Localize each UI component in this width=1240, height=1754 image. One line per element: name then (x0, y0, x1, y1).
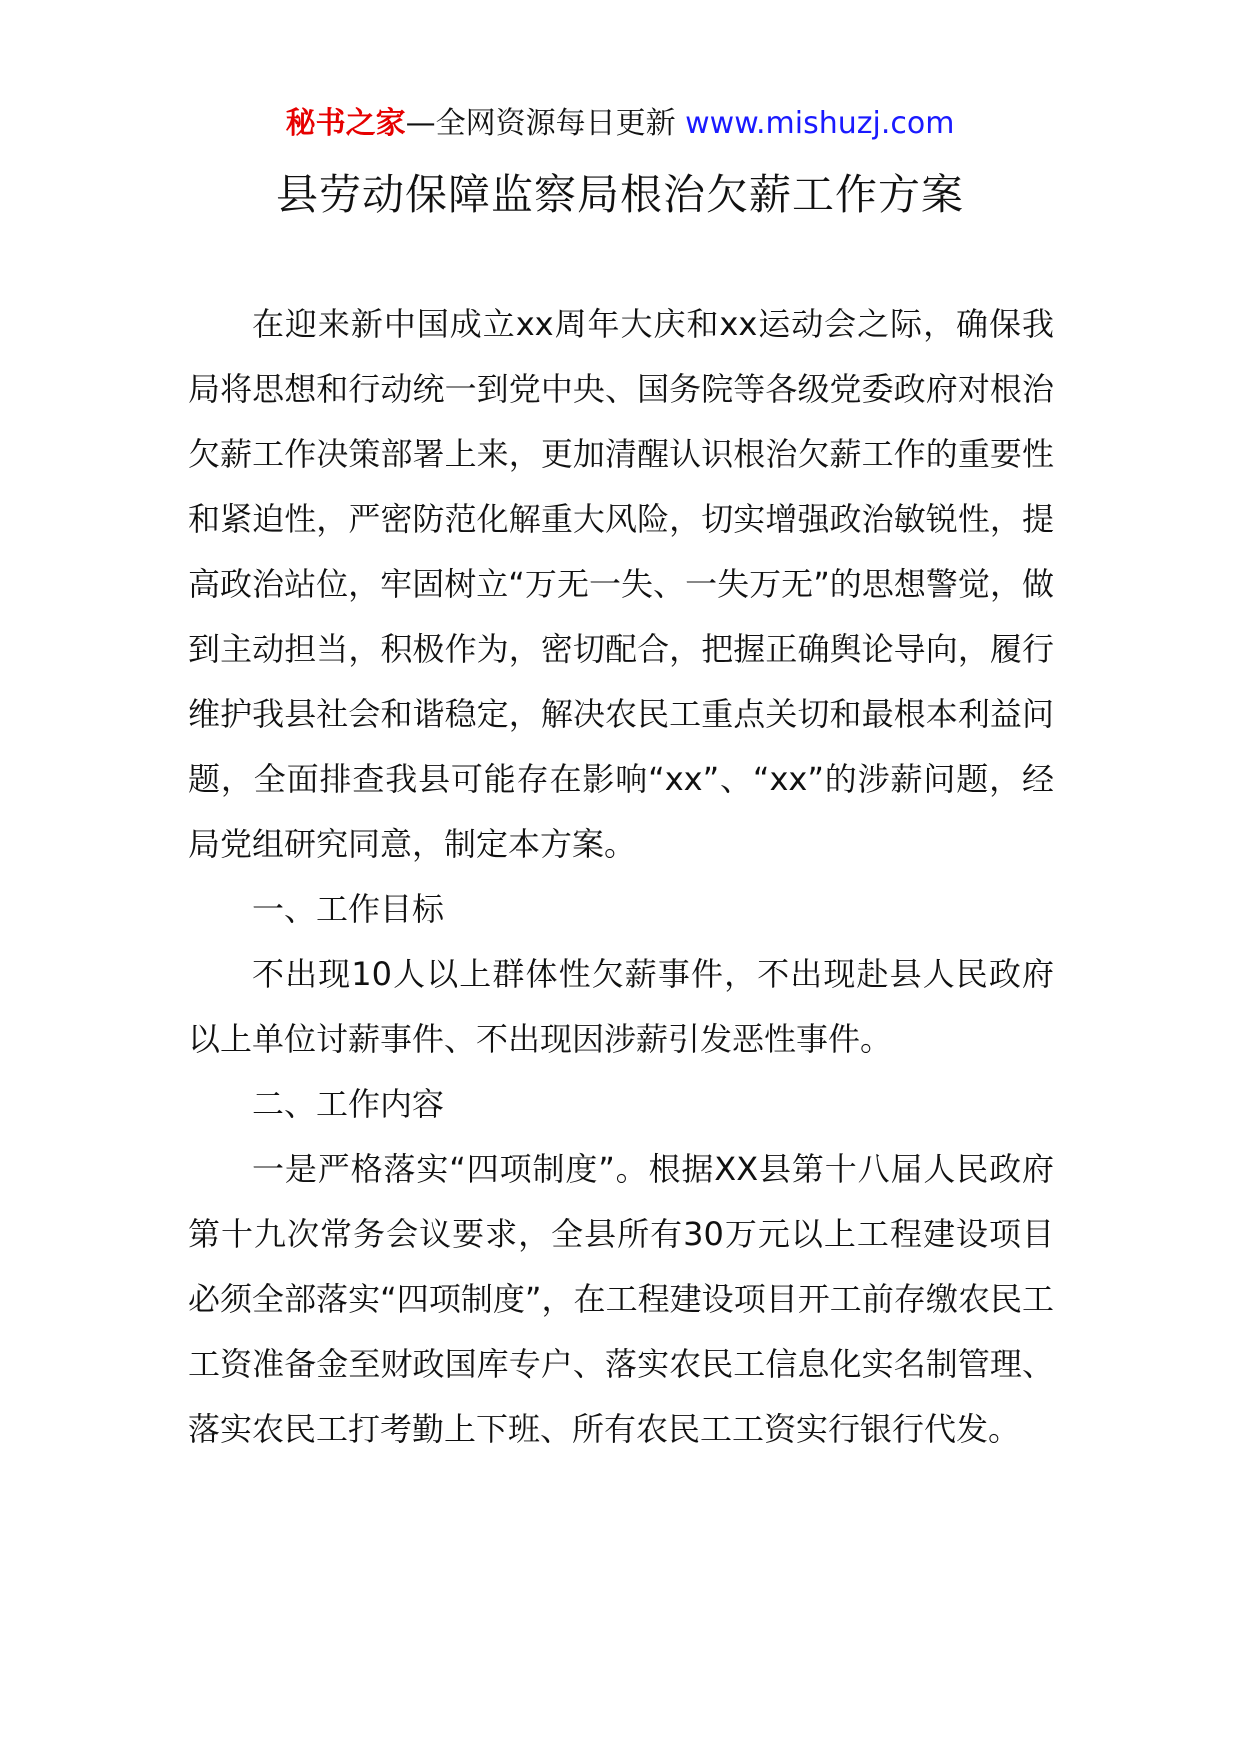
intro-paragraph: 在迎来新中国成立xx周年大庆和xx运动会之际，确保我局将思想和行动统一到党中央、国务院等各级党委政府对根治欠薪工作决策部署上来，更加清醒认识根治欠薪工作的重要性和紧迫性，严密防范化解重大风险，切实增强政治敏锐性，提高政治站位，牢固树立“万无一失、一失万无”的思想警觉，做到主动担当，积极作为，密切配合，把握正确舆论导向，履行维护我县社会和谐稳定，解决农民工重点关切和最根本利益问题，全面排查我县可能存在影响“xx”、“xx”的涉薪问题，经局党组研究同意，制定本方案。 (188, 305, 1054, 863)
document-title: 县劳动保障监察局根治欠薪工作方案 (275, 170, 964, 219)
goals-paragraph: 不出现10人以上群体性欠薪事件，不出现赴县人民政府以上单位讨薪事件、不出现因涉薪引发恶性事件。 (188, 955, 1054, 1058)
section-heading-content: 二、工作内容 (252, 1085, 445, 1123)
site-tagline: —全网资源每日更新 (405, 106, 676, 141)
site-url-link[interactable]: www.mishuzj.com (685, 106, 955, 141)
section-heading-goals: 一、工作目标 (252, 890, 445, 928)
site-header (0, 100, 1240, 148)
content-paragraph-1: 一是严格落实“四项制度”。根据XX县第十八届人民政府第十九次常务会议要求，全县所有30万元以上工程建设项目必须全部落实“四项制度”，在工程建设项目开工前存缴农民工工资准备金至财政国库专户、落实农民工信息化实名制管理、落实农民工打考勤上下班、所有农民工工资实行银行代发。 (188, 1150, 1054, 1448)
document-body (188, 292, 1054, 1462)
site-brand: 秘书之家 (285, 106, 406, 141)
